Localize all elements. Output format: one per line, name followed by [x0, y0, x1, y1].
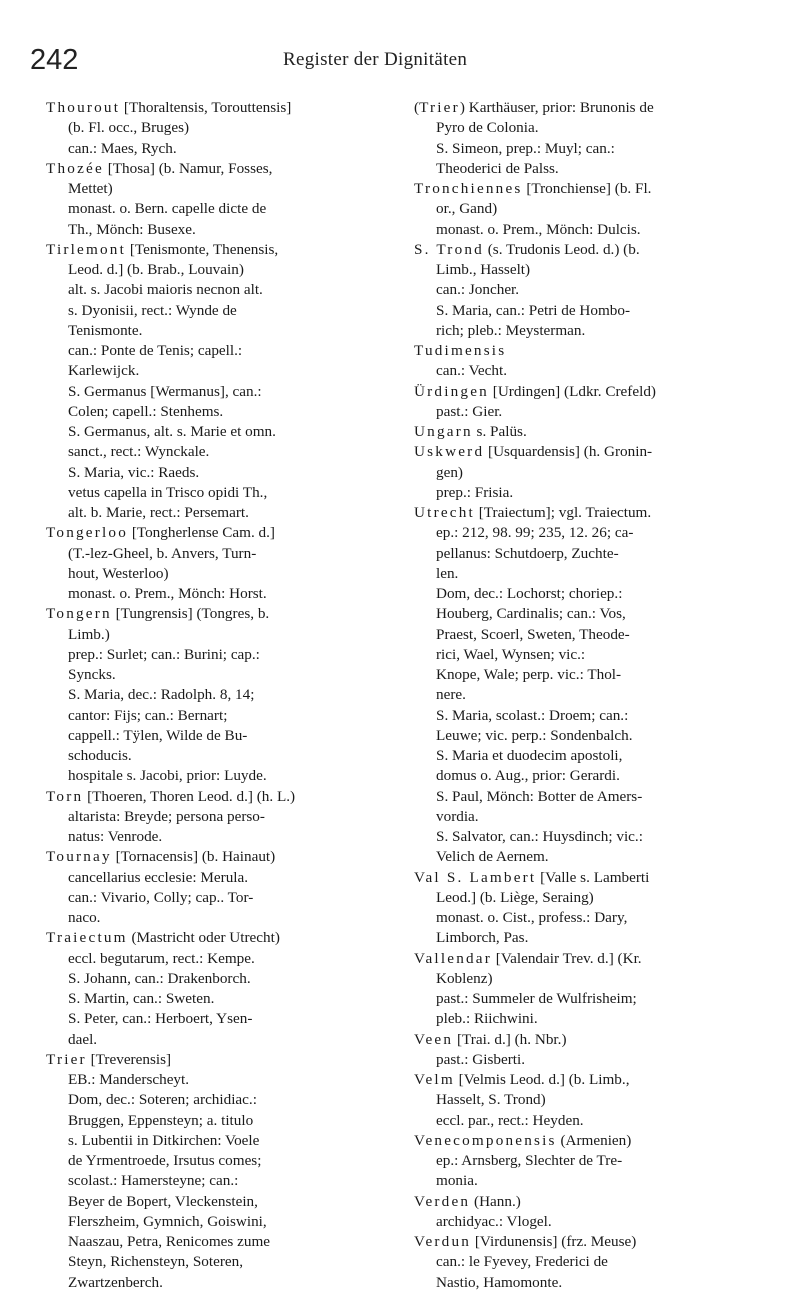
index-line: S. Martin, can.: Sweten.	[68, 990, 215, 1007]
index-line	[46, 1050, 406, 1070]
entry-text: [Virdunensis] (frz. Meuse)	[471, 1233, 637, 1250]
index-line: or., Gand)	[436, 200, 498, 218]
entry-text: [Thoeren, Thoren Leod. d.] (h. L.)	[83, 787, 296, 805]
index-line: schoducis.	[68, 747, 132, 764]
index-line: EB.: Manderscheyt.	[68, 1071, 190, 1088]
index-line: S. Maria, vic.: Raeds.	[68, 463, 200, 481]
index-line: cancellarius ecclesie: Merula.	[68, 868, 249, 886]
index-line: Limb.)	[68, 625, 110, 643]
index-line: s. Dyonisii, rect.: Wynde de	[68, 301, 237, 319]
entry-headword: Tongerloo	[46, 524, 129, 542]
entry-headword: S. Trond	[414, 240, 484, 258]
index-line: Pyro de Colonia.	[436, 119, 539, 137]
index-line: monast. o. Bern. capelle dicte de	[68, 200, 267, 218]
entry-headword: Tudimensis	[414, 342, 507, 359]
entry-prefix: (	[414, 99, 420, 116]
entry-headword: Verdun	[414, 1233, 472, 1250]
index-line: Syncks.	[68, 666, 116, 683]
index-line: monast. o. Cist., profess.: Dary,	[436, 909, 628, 926]
entry-headword: Velm	[414, 1071, 455, 1088]
right-column	[414, 98, 784, 1293]
index-line: monia.	[436, 1172, 478, 1190]
index-line: S. Maria, can.: Petri de Hombo-	[436, 301, 631, 319]
index-line: Houberg, Cardinalis; can.: Vos,	[436, 605, 626, 623]
entry-headword: Tongern	[46, 605, 112, 623]
index-line: Th., Mönch: Busexe.	[68, 220, 196, 238]
index-line: Praest, Scoerl, Sweten, Theode-	[436, 625, 630, 643]
page-number: 242	[30, 44, 79, 76]
index-line	[414, 868, 784, 888]
index-line: vordia.	[436, 807, 479, 825]
index-line: Limborch, Pas.	[436, 929, 529, 947]
entry-headword: Torn	[46, 787, 84, 805]
index-line: Leod.] (b. Liège, Seraing)	[436, 888, 594, 906]
index-line: gen)	[436, 463, 463, 481]
index-line: Colen; capell.: Stenhems.	[68, 402, 224, 420]
index-line: S. Germanus [Wermanus], can.:	[68, 382, 262, 400]
entry-text: (Hann.)	[470, 1192, 521, 1210]
index-line: hospitale s. Jacobi, prior: Luyde.	[68, 767, 267, 785]
entry-text: [Velmis Leod. d.] (b. Limb.,	[454, 1071, 630, 1088]
index-line: len.	[436, 564, 459, 582]
index-line	[46, 928, 406, 948]
page-header	[30, 44, 780, 84]
entry-text: (s. Trudonis Leod. d.) (b.	[483, 240, 640, 258]
index-line: Nastio, Hamomonte.	[436, 1273, 563, 1291]
entry-text: [Tongherlense Cam. d.]	[128, 524, 275, 542]
entry-text: [Valle s. Lamberti	[536, 868, 650, 886]
entry-text: [Tronchiense] (b. Fl.	[522, 180, 652, 197]
index-line	[46, 787, 406, 807]
entry-headword: Tournay	[46, 848, 112, 866]
entry-text: [Valendair Trev. d.] (Kr.	[492, 949, 642, 967]
index-line: alt. s. Jacobi maioris necnon alt.	[68, 281, 263, 299]
entry-text: [Thoraltensis, Torouttensis]	[120, 99, 292, 116]
index-line: dael.	[68, 1030, 98, 1048]
index-line: past.: Gisberti.	[436, 1050, 526, 1068]
index-line: S. Maria, dec.: Radolph. 8, 14;	[68, 686, 255, 704]
index-line: Limb., Hasselt)	[436, 261, 531, 278]
index-line: S. Salvator, can.: Huysdinch; vic.:	[436, 828, 643, 845]
entry-text: ) Karthäuser, prior: Brunonis de	[459, 99, 654, 116]
entry-headword: Traiectum	[46, 929, 128, 947]
index-line: rich; pleb.: Meysterman.	[436, 321, 586, 339]
index-line: can.: Ponte de Tenis; capell.:	[68, 342, 243, 359]
index-line: can.: Vecht.	[436, 362, 507, 380]
entry-headword: Tronchiennes	[414, 180, 523, 197]
index-line	[414, 949, 784, 969]
entry-text: [Tornacensis] (b. Hainaut)	[111, 848, 276, 866]
entry-headword: Trier	[419, 99, 460, 116]
entry-text: (Armenien)	[556, 1131, 632, 1149]
index-line: Dom, dec.: Soteren; archidiac.:	[68, 1091, 257, 1109]
index-line: pellanus: Schutdoerp, Zuchte-	[436, 544, 619, 562]
index-line: eccl. par., rect.: Heyden.	[436, 1111, 584, 1129]
entry-text: [Tungrensis] (Tongres, b.	[111, 605, 270, 623]
index-line	[46, 98, 406, 118]
index-line	[414, 98, 784, 118]
index-line: domus o. Aug., prior: Gerardi.	[436, 767, 620, 785]
entry-text: (Mastricht oder Utrecht)	[127, 929, 280, 947]
left-column	[46, 98, 406, 1293]
index-line: alt. b. Marie, rect.: Persemart.	[68, 504, 249, 521]
index-line: Zwartzenberch.	[68, 1273, 163, 1291]
index-line	[414, 503, 784, 523]
index-line: Dom, dec.: Lochorst; choriep.:	[436, 585, 623, 602]
index-line: S. Germanus, alt. s. Marie et omn.	[68, 423, 276, 440]
index-line: S. Paul, Mönch: Botter de Amers-	[436, 787, 643, 805]
index-line: Koblenz)	[436, 969, 493, 987]
index-line: prep.: Frisia.	[436, 483, 514, 501]
index-line	[414, 1232, 784, 1252]
index-line: Leod. d.] (b. Brab., Louvain)	[68, 261, 244, 278]
index-line	[414, 422, 784, 442]
index-line: (b. Fl. occ., Bruges)	[68, 119, 190, 137]
index-line	[414, 240, 784, 260]
index-line: can.: Joncher.	[436, 281, 520, 299]
index-line	[46, 159, 406, 179]
index-line: archidyac.: Vlogel.	[436, 1212, 552, 1230]
index-line: cantor: Fijs; can.: Bernart;	[68, 706, 228, 724]
entry-headword: Verden	[414, 1192, 471, 1210]
entry-headword: Tirlemont	[46, 240, 127, 258]
index-line: past.: Summeler de Wulfrisheim;	[436, 990, 637, 1007]
index-line	[46, 847, 406, 867]
index-line: eccl. begutarum, rect.: Kempe.	[68, 949, 255, 967]
entry-headword: Trier	[46, 1050, 87, 1068]
index-line: S. Maria et duodecim apostoli,	[436, 747, 623, 764]
index-line: monast. o. Prem., Mönch: Horst.	[68, 585, 267, 602]
index-line: natus: Venrode.	[68, 828, 163, 845]
index-line: rici, Wael, Wynsen; vic.:	[436, 645, 586, 663]
entry-headword: Val S. Lambert	[414, 868, 537, 886]
index-line: nere.	[436, 686, 466, 704]
index-line: S. Johann, can.: Drakenborch.	[68, 969, 251, 987]
index-line	[46, 523, 406, 543]
index-line: Bruggen, Eppensteyn; a. titulo	[68, 1111, 254, 1129]
entry-headword: Thourout	[46, 99, 121, 116]
index-line	[414, 1192, 784, 1212]
index-line: S. Maria, scolast.: Droem; can.:	[436, 706, 629, 724]
index-line: Mettet)	[68, 180, 113, 197]
index-line: naco.	[68, 909, 101, 926]
index-line: Tenismonte.	[68, 321, 143, 339]
index-line: Flerszheim, Gymnich, Goiswini,	[68, 1212, 267, 1230]
index-line: altarista: Breyde; persona perso-	[68, 807, 265, 825]
index-line: scolast.: Hamersteyne; can.:	[68, 1172, 239, 1190]
entry-headword: Vallendar	[414, 949, 492, 967]
index-line	[414, 179, 784, 199]
index-line	[414, 1070, 784, 1090]
index-line: Velich de Aernem.	[436, 848, 549, 866]
index-line	[414, 1030, 784, 1050]
index-line: vetus capella in Trisco opidi Th.,	[68, 483, 268, 501]
index-line: Theoderici de Palss.	[436, 159, 559, 177]
index-line: S. Peter, can.: Herboert, Ysen-	[68, 1010, 253, 1028]
index-line	[414, 442, 784, 462]
index-line: Leuwe; vic. perp.: Sondenbalch.	[436, 726, 633, 744]
index-line: hout, Westerloo)	[68, 564, 169, 582]
index-line	[414, 1131, 784, 1151]
index-line: cappell.: Tÿlen, Wilde de Bu-	[68, 726, 248, 744]
index-line: monast. o. Prem., Mönch: Dulcis.	[436, 220, 641, 238]
entry-text: s. Palüs.	[472, 423, 527, 440]
entry-text: [Treverensis]	[86, 1050, 172, 1068]
index-line: prep.: Surlet; can.: Burini; cap.:	[68, 645, 260, 663]
index-line	[46, 240, 406, 260]
index-line: Knope, Wale; perp. vic.: Thol-	[436, 666, 622, 683]
index-line: S. Simeon, prep.: Muyl; can.:	[436, 139, 615, 157]
entry-text: [Tenismonte, Thenensis,	[126, 240, 279, 258]
index-line	[414, 341, 784, 361]
index-line: Beyer de Bopert, Vleckenstein,	[68, 1192, 258, 1210]
entry-text: [Thosa] (b. Namur, Fosses,	[103, 159, 273, 177]
entry-headword: Thozée	[46, 159, 104, 177]
index-line: can.: Maes, Rych.	[68, 139, 177, 157]
index-line: ep.: 212, 98. 99; 235, 12. 26; ca-	[436, 524, 634, 542]
index-line: can.: Vivario, Colly; cap.. Tor-	[68, 888, 254, 906]
index-line: de Yrmentroede, Irsutus comes;	[68, 1152, 262, 1169]
entry-text: [Traiectum]; vgl. Traiectum.	[474, 504, 652, 521]
entry-headword: Veen	[414, 1030, 454, 1048]
index-line: past.: Gier.	[436, 402, 503, 420]
entry-text: [Urdingen] (Ldkr. Crefeld)	[488, 382, 656, 400]
entry-headword: Uskwerd	[414, 443, 485, 461]
entry-headword: Ürdingen	[414, 382, 489, 400]
entry-headword: Ungarn	[414, 423, 473, 440]
index-line: Naaszau, Petra, Renicomes zume	[68, 1233, 270, 1250]
entry-headword: Venecomponensis	[414, 1131, 557, 1149]
entry-headword: Utrecht	[414, 504, 475, 521]
index-line: sanct., rect.: Wynckale.	[68, 443, 210, 461]
index-line	[46, 604, 406, 624]
index-line: (T.-lez-Gheel, b. Anvers, Turn-	[68, 544, 257, 562]
index-line: pleb.: Riichwini.	[436, 1010, 538, 1028]
index-line: ep.: Arnsberg, Slechter de Tre-	[436, 1152, 623, 1169]
index-line: Karlewijck.	[68, 362, 140, 380]
entry-text: [Trai. d.] (h. Nbr.)	[453, 1030, 567, 1048]
entry-text: [Usquardensis] (h. Gronin-	[484, 443, 653, 461]
running-title: Register der Dignitäten	[283, 49, 468, 70]
index-line: can.: le Fyevey, Frederici de	[436, 1253, 608, 1271]
index-line: Steyn, Richensteyn, Soteren,	[68, 1253, 244, 1271]
index-line: s. Lubentii in Ditkirchen: Voele	[68, 1131, 260, 1149]
index-line	[414, 382, 784, 402]
index-line: Hasselt, S. Trond)	[436, 1091, 546, 1109]
